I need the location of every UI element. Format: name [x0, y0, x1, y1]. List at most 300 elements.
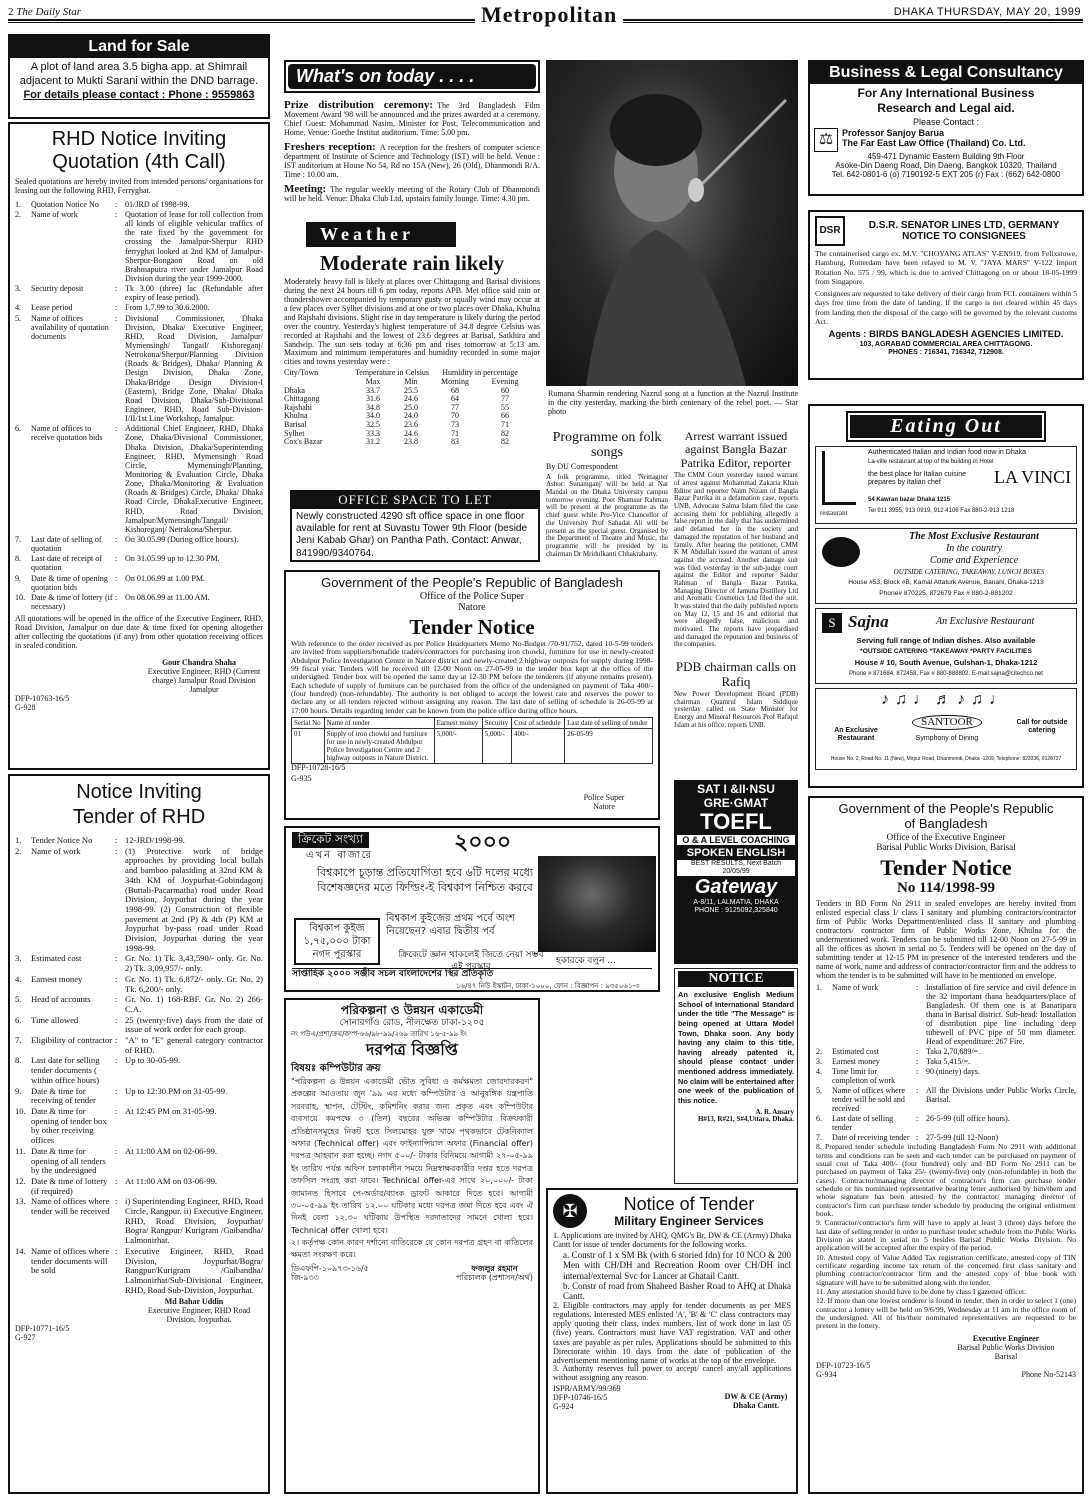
weather-cell-e: 82 — [501, 428, 509, 438]
rhd-tender-ref1: DFP-10771-16/5 — [15, 1324, 70, 1334]
page-header-left — [8, 6, 81, 19]
paper-name: The Daily Star — [16, 6, 82, 18]
la-vinci-tag: Authenticated Italian and Indian food now in Dhaka — [868, 449, 1027, 456]
gateway-l6: BEST RESULTS, Next Batch 20/05/99 — [677, 860, 795, 876]
mes-subtitle: Military Engineer Services — [614, 1213, 764, 1228]
rhdt-row-colon: : — [115, 995, 118, 1005]
police-table-header: Name of tender — [324, 718, 434, 729]
rhdt-row-value: At 11:00 AM on 03-06-99. — [125, 1176, 218, 1186]
rhdt-row — [15, 1247, 263, 1296]
barisal-intro: Tenders in BD Form No 2911 in sealed envelopes are hereby invited from enlisted especial class I/ class I sanitary and plumbing contractors/contractor firm of Public Works Department/enlisted class II sanitary and plumbing contractors/ contractor firm of Public Works Zone, Khulna for the undermentioned work. Tenders can be submitted till 12-00 Noon on 27-5-99 in all the offices as shown in serial no 5. Tenders will be opened on the day of submitting tender at 12-15 PM in presence of the interested tenderers and the name of work, name and address of contractor/contractor firm and the address to whom the tender is to be submitted will have to be mentioned on envelope. — [816, 899, 1076, 980]
rhdt-row-num: 9. — [15, 1086, 22, 1096]
folk-byline: By DU Correspondent — [546, 461, 618, 471]
weather-col-city: City/Town — [284, 368, 319, 378]
rhdt-row-num: 13. — [15, 1197, 26, 1207]
police-tender-sign: Police Super Natore — [583, 793, 625, 812]
bengali-tender-notice — [284, 998, 540, 1494]
weather-cell-city: Barisal — [284, 420, 307, 430]
rhdq-row-num: 9. — [15, 573, 22, 583]
la-vinci-ad — [815, 446, 1077, 524]
barisal-row-value: 26-5-99 (till office hours). — [926, 1114, 1010, 1124]
rhdq-row — [15, 284, 263, 302]
barisal-row-value: Installation of fire service and civil defence in the 32 important thana headquarters/place of Bangladesh. Of them one is at Banaripara thana in Barisal district. Sub-head: Installation of distribution pipe line including deep tubewell of PVC pipe of 50 mm diameter. Head of expenditure: 267 Fire. — [926, 982, 1076, 1046]
weather-row — [284, 438, 540, 447]
rhd-quotation-notice — [8, 122, 270, 770]
rhd-quotation-table — [15, 200, 263, 611]
rhd-quotation-sign-title: Executive Engineer, RHD (Current charge) Jamalpur Road Division Jamalpur — [147, 666, 261, 694]
rhdt-row-key: Estimated cost — [31, 954, 82, 964]
rhdq-row-value: Divisional Commissioner, Dhaka Division, Dhaka/ Executive Engineer, RHD, Road Division, Jamalpur/ Mymensingh/ Tangail/ Kishoreganj/ Netrokona/Sherpur/Planning Division (Roads & Bridges), Dhaka/ Planning & Design Division, Dhaka Zone, Dhaka/Bridge Design Division-I (Eastern), Bridge Zone, Dhaka/ Dhaka Road Division, Dhaka/Sub-Divisional Engineer, RHD, Road Sub-Division-I/II/1st Line Workshop, Jamalpur. — [125, 313, 263, 424]
barisal-sign2: Barisal Public Works Division — [957, 1342, 1055, 1352]
barisal-row-value: Taka 5,415/=. — [926, 1056, 971, 1066]
weather-col-evening: Evening — [491, 376, 519, 386]
shahnaz-2: In the country — [945, 543, 1003, 554]
mes-title: Notice of Tender — [623, 1194, 755, 1214]
police-table-header: Earnest money — [434, 718, 482, 729]
weather-cell-e: 71 — [501, 420, 509, 430]
weather-cell-city: Khulna — [284, 411, 308, 421]
rhdt-row-key: Date & time for opening of all tenders by the undersigned — [31, 1146, 106, 1176]
rhdq-row-value: Tk 3.00 (three) lac (Refundable after expiry of lease period). — [125, 284, 263, 303]
singer-photo-figure — [546, 60, 798, 386]
police-table-header: Serial No — [292, 718, 325, 729]
rhdt-row-colon: : — [115, 846, 118, 856]
cricket-tagline: সাপ্তাহিক ২০০০ সঞ্জীব সচল বাংলাদেশের স্থির প্রতিকৃতি — [292, 968, 652, 979]
rhdq-row-num: 10. — [15, 592, 26, 602]
rhdq-row — [15, 200, 263, 209]
rhdq-row-colon: : — [115, 199, 118, 209]
rhdt-row-colon: : — [115, 974, 118, 984]
police-table-cell: 26-05-99 — [565, 729, 653, 764]
rhdt-row-key: Time allowed — [31, 1015, 79, 1025]
barisal-row — [816, 1057, 1076, 1066]
page-number: 2 — [8, 6, 14, 18]
folk-headline: Programme on folk songs — [552, 430, 662, 461]
weather-cell-m: 83 — [451, 437, 459, 447]
sajna-2: *OUTSIDE CATERING *TAKEAWAY *PARTY FACILITIES — [860, 648, 1032, 655]
weather-cell-city: Dhaka — [284, 385, 305, 395]
rhd-tender-title: Notice Inviting Tender of RHD — [72, 781, 206, 828]
rhdq-row-colon: : — [115, 424, 118, 434]
barisal-row-value: Taka 2,70,689/=. — [926, 1046, 981, 1056]
weather-cell-m: 70 — [451, 411, 459, 421]
weather-body: Moderately heavy fall is likely at places over Chittagong and Barisal divisions during the next 24 hours till 6 pm today, reports APB. Met office said rain or thundershower accompanied by temporary gusty or squally wind may occur at a few places over Sylhet divisions and at one or two places over Dhaka, Khulna and Rajshahi divisions. Slight rise in day temperature is likely during the period over the country. Yesterday's highest temperature of 34.8 degree Celsius was recorded at Rajshahi and the lowest of 23.6 degrees at Barisal, Satkhira and Sandwip. The sun sets today at 6:36 pm and rises tomorrow at 5:13 am. Maximum and minimum temperatures and humidity recorded in some major cities and towns yesterday were : — [284, 276, 540, 367]
scales-of-justice-icon: ⚖ — [814, 128, 838, 152]
pdb-story — [674, 660, 798, 776]
weather-cell-min: 23.8 — [404, 437, 418, 447]
barisal-phone: Phone No-52143 — [1021, 1369, 1076, 1379]
rhdq-row-colon: : — [115, 554, 118, 564]
eating-out-banner-wrap — [846, 411, 1046, 442]
whats-on-item — [284, 99, 540, 138]
barisal-clause: 9. Contractor/contractor's firm will have to apply at least 3 (three) days before the last date of selling tender in order to purchase tender schedule from the Public Works Division as stated in serial no 5 besides Barisal Public Works Division. No application will be accepted after the expiry of the period. — [816, 1218, 1076, 1253]
weather-cell-m: 73 — [451, 420, 459, 430]
weather-cell-e: 55 — [501, 402, 509, 412]
barisal-row-key: Name of offices where tender will be sold and received — [832, 1086, 905, 1114]
rhdt-row-value: Gr. No. 1) Tk. 3,43,590/- only. Gr. No. 2) Tk. 3,09,957/- only. — [125, 954, 263, 974]
message-notice-body: An exclusive English Medium School of International Standard under the title "The Message" is being opened at Uttara Model Town, Dhaka soon. Any body having any claim to this title, having already patented it, should please contact under mentioned address immediately. No claim will be entertained after one week of the publication of this notice. — [678, 990, 794, 1105]
rhdt-row — [15, 1147, 263, 1176]
rhdq-row-num: 2. — [15, 210, 22, 220]
weather-cell-max: 32.5 — [366, 420, 380, 430]
business-title: Business & Legal Consultancy — [810, 62, 1082, 84]
barisal-row — [816, 1086, 1076, 1113]
rhdt-row — [15, 1177, 263, 1196]
army-emblem-icon: ✠ — [553, 1194, 587, 1228]
weather-cell-max: 34.8 — [366, 402, 380, 412]
weather-cell-max: 31.2 — [366, 437, 380, 447]
rhdq-row-key: Name of work — [31, 210, 78, 220]
police-tender-office: Office of the Police Super Natore — [419, 590, 525, 614]
barisal-row-num: 1. — [816, 982, 822, 992]
rhdt-row-key: Head of accounts — [31, 995, 91, 1005]
bn-org: পরিকল্পনা ও উন্নয়ন একাডেমী — [340, 1003, 484, 1017]
la-vinci-logo-icon — [822, 451, 856, 505]
rhdt-row-key: Tender Notice No — [31, 836, 93, 845]
shahnaz-1: The Most Exclusive Restaurant — [909, 531, 1039, 542]
rhdq-row-value: 01/JRD of 1998-99. — [125, 199, 190, 209]
rhdq-row-colon: : — [115, 303, 118, 313]
police-table-cell: 400/- — [511, 729, 564, 764]
mes-p2: 2. Eligible contractors may apply for tender documents as per MES regulations. Interested MES enlisted 'A', 'B' & 'C' class contractors may apply quoting their class, index numbers, list of work done in last 05 (five) years. Contractors must have VAT registration. VAT and other taxes are payable as per rules. Applications should be submitted to this Directorate within 10 days from the date of publication of the advertisement mentioning name of works at the top of the envelope. — [553, 1300, 791, 1365]
rhdq-row — [15, 424, 263, 534]
sajna-name: Sajna — [848, 612, 889, 631]
weather-banner: Weather — [306, 222, 456, 247]
rhdq-row-colon: : — [115, 573, 118, 583]
whats-on-title: What's on today . . . . — [288, 64, 536, 89]
pdb-body: New Power Development Board (PDB) chairman Quamrul Islam Siddique yesterday called on State Minister for Energy and Mineral Resources Prof Rafiqul Islam at his office, reports UNB. — [674, 690, 798, 729]
eating-out-banner: Eating Out — [850, 415, 1042, 438]
rhdq-row-key: Security deposit — [31, 284, 84, 294]
message-notice — [674, 968, 798, 1184]
rhdt-row-colon: : — [115, 1106, 118, 1116]
shahnaz-3: Come and Experience — [929, 555, 1019, 566]
mes-p3: 3. Authority reserves full power to accept/ cancel any/all applications without assigning any reason. — [553, 1364, 791, 1383]
gateway-l5: SPOKEN ENGLISH — [686, 846, 786, 859]
rhdt-row-value: Up to 12:30 PM on 31-05-99. — [125, 1086, 228, 1096]
la-vinci-sub: La-ville restaurant at top of the building in Hotel — [868, 459, 994, 465]
police-table-cell: Supply of iron chowki and furniture for use in newly-created Abdulpur Police Investigation Centre and 2 highway outposts in Natore District. — [324, 729, 434, 764]
sajna-addr: House # 10, South Avenue, Gulshan-1, Dhaka-1212 — [854, 658, 1038, 667]
police-tender-ref2: G-935 — [291, 774, 312, 784]
message-notice-title: NOTICE — [678, 971, 794, 987]
whats-on-item — [284, 183, 540, 204]
weather-cell-e: 82 — [501, 437, 509, 447]
photo-caption: Rumana Sharmin rendering Nazrul song at a function at the Nazrul Institute in the city yesterday, marking the birth centenary of the rebel poet. — Star photo — [548, 390, 798, 416]
la-vinci-best: the best place for Italian cuisine prepares by Italian chef — [868, 471, 967, 487]
singer-photo — [546, 60, 798, 386]
gateway-ad — [674, 780, 798, 964]
barisal-row — [816, 1114, 1076, 1132]
whats-on-item-body: The 3rd Bangladesh Film Movement Award '98 will be announced and the prizes awarded at a ceremony. Chief Guest: Mohammad Nasim, Minister for Post, Telecommunication and Home. Venue: Goethe Institut auditorium. Time: 5.00 pm. — [284, 100, 540, 137]
rhdq-row-key: Last date of selling of quotation — [31, 534, 102, 554]
weather-cell-city: Cox's Bazar — [284, 437, 323, 447]
weather-rows — [284, 387, 540, 447]
barisal-row-num: 6. — [816, 1114, 822, 1124]
rhdt-row-key: Date & time for opening of tender box by other receiving offices — [31, 1106, 107, 1146]
barisal-row-colon: : — [916, 1114, 919, 1124]
dsr-body2: Consignees are requested to take delivery of their cargo from FCL containers within 5 days free time from the date of landing. If the cargo is not cleared within 45 days from landing then the disposal of the cargo will be governed by the relevant customs Act. — [815, 288, 1077, 327]
cricket-line1: বিশ্বকাপে চূড়ান্ত প্রতিযোগিতা হবে ৬টি দলের মধ্যে বিশেষজ্ঞদের মতে ফিল্ডিং-ই বিশ্বকাপ নিশ্চিত করবে — [316, 866, 534, 894]
rhdq-row — [15, 303, 263, 312]
mes-sign: DW & CE (Army) Dhaka Cantt. — [724, 1392, 788, 1410]
dsr-subtitle: NOTICE TO CONSIGNEES — [902, 231, 1026, 242]
barisal-ref1: DFP-10723-16/5 — [816, 1360, 871, 1370]
rhdq-row-value: On 31.05.99 up to 12.30 PM. — [125, 554, 220, 564]
rhdt-row — [15, 847, 263, 954]
shahnaz-addr: House #53, Block #B, Kamal Attaturk Avenue, Banani, Dhaka-1213 — [848, 579, 1044, 586]
rhdq-row-num: 5. — [15, 313, 22, 323]
mes-p1: 1. Applications are invited by AHQ, QMG's Br, DW & CE (Army) Dhaka Cantt for issue of tender documents for the following works. — [553, 1231, 791, 1250]
dsr-phones: PHONES : 716341, 716342, 712908. — [888, 348, 1004, 356]
folk-story — [546, 430, 668, 570]
la-vinci-restaurant: restaurant — [820, 509, 848, 517]
rhdt-row-value: Gr. No. 1) Tk. 6,872/- only. Gr. No. 2) Tk. 6,200/- only. — [125, 974, 263, 994]
gateway-l1: SAT I &II·NSU — [697, 782, 775, 796]
rhdt-row-value: 12-JRD/1998-99. — [125, 836, 185, 845]
barisal-sign: Executive Engineer — [972, 1333, 1040, 1343]
business-addr2: Asoke-Din Daeng Road, Din Daeng, Bangkok 10320, Thailand — [835, 160, 1057, 170]
rhd-quotation-title: RHD Notice Inviting Quotation (4th Call) — [51, 128, 227, 173]
rhdq-row-value: Quotation of lease for toll collection from all kinds of eligible vehicular traffics of the rate fixed by the government for crossing the Jamalpur-Sherpur RHD ferryghat looked at 2nd KM of Jamalpur-Sherpur-Bongaon Road on old Brahmaputra river under Jamalpur Road Division during the year 1999-2000. — [125, 210, 263, 284]
arrest-story — [674, 430, 798, 658]
rhd-quotation-footer: All quotations will be opened in the office of the Executive Engineer, RHD, Road Division, Jamalpur on due date & time fixed for opening altogether after collecting the quotations (if any) from other quotation receiving offices in sealed condition. — [15, 614, 263, 650]
rhdq-row-value: From 1.7.99 to 30.6.2000. — [125, 303, 210, 313]
barisal-tender-notice — [808, 796, 1084, 1494]
rhdt-row-key: Last date for selling tender documents ( within office hours) — [31, 1056, 100, 1085]
rhdt-row-colon: : — [115, 1176, 118, 1186]
shahnaz-logo-icon — [822, 537, 860, 567]
rhdt-row — [15, 1107, 263, 1146]
police-tender-body: With reference to the order received as per Police Headquarters Memo No-Budget /70-91/752, dated 10-5-99 tenders are invited from suppliers/bonafide traders/contractors for purchasing iron chowki, furniture for use in newly-created Abdulpur Police Investigation Centre in Natore district and newly-created 2 highway outposts for supply during 1998-99 fiscal year. Tenders will be received till 12-00 Noon on 27-05-99 in the tender box kept at the office of the undersigned. Tender box will be opened the same day at 12-30 PM before the tenderers (if anyone remains present). Each schedule of supply of furniture can be purchased from the office of the undersigned on payment of Taka 400/- (four hundred) (non-refundable). The authority is not obliged to accept the lowest rate and reserves the power to declare any or all tenders rejected without assigning any reason. The last date of selling of schedule is 26-05-99 at 17:00 hours. Details regarding tender can be known from the police office during office hours. — [291, 639, 653, 715]
mes-b: b. Constr of road from Shaheed Basher Road to AHQ at Dhaka Cantt. — [563, 1280, 791, 1301]
barisal-clause: 12. If more than one lowest tenderer is found in tender, then in order to select 1 (one) contractor a lottery will be held on 9/6/99, Wednesday at 11 am in the office room of the undersigned. All of his/their nominated representatives are requested to be present in the lottery. — [816, 1296, 1076, 1331]
barisal-row-key: Date of receiving tender — [832, 1133, 910, 1143]
la-vinci-addr: 54 Kawran bazar Dhaka 1215 — [868, 497, 951, 503]
rhdq-row-value: Additional Chief Engineer, RHD, Dhaka Zone, Dhaka/Divisional Commissioner, Dhaka Division, Dhaka/Superintending Engineer, RHD, Mymensingh Road Circle, Mymensingh/Planning, Monitoring & Evaluation Circle, Dhaka Zone, Dhaka/Monitoring & Evaluation (Roads & Bridges) Circle, Dhaka/ Dhaka Road Circle, DhakaExecutive Engineer, RHD, Road Division, Jamalpur/Mymensingh/Tangail/ Kishoreganj/ Netrakona/Sherpur. — [125, 424, 263, 534]
dsr-logo-icon: DSR — [815, 216, 845, 246]
rhdt-row-colon: : — [115, 954, 118, 964]
rhdt-row — [15, 836, 263, 846]
barisal-row — [816, 983, 1076, 1046]
rhdt-row-value: (1) Protective work of bridge approaches by providing local bullah and bamboo palasiding at 32nd KM & 34th KM of Joypurhat-Gobindagonj (Buttali-Pacarmatha) road under Road Division, Joypurhat during the year 1998-99. (2) Construction of flexible pavement at 2nd (P) & 4th (P) KM at Joypurhat by-pass road under Road Division, Joypurhat during the year 1998-99. — [125, 846, 263, 953]
whats-on-item-head: Prize distribution ceremony: — [284, 98, 434, 111]
rhdq-row — [15, 314, 263, 424]
barisal-row-key: Name of work — [832, 982, 879, 992]
rhdt-row — [15, 995, 263, 1014]
barisal-ref2: G-934 — [816, 1369, 837, 1379]
business-addr1: 459-471 Dynamic Eastern Building 9th Floor — [867, 151, 1025, 161]
rhdq-row-key: Date & time of opening quotation bids — [31, 573, 108, 592]
cricket-quiz: বিশ্বকাপ কুইজ ১,৭৫,০০০ টাকা নগদ পুরস্কার — [294, 918, 380, 965]
rhdq-row-key: Lease period — [31, 303, 73, 313]
barisal-row-key: Last date of selling tender — [832, 1114, 894, 1133]
message-notice-addr: H#13, R#21, S#4,Uttara, Dhaka. — [697, 1115, 794, 1124]
bn-footer: ২। কর্তৃপক্ষ কোন কারণ দর্শানো ব্যতিরেকে যে কোন দরপত্র গ্রহণ বা বাতিলের ক্ষমতা সংরক্ষণ করে। — [291, 1238, 533, 1260]
rhdq-row-colon: : — [115, 313, 118, 323]
business-name: Professor Sanjoy Barua — [842, 127, 945, 138]
eating-out-ads — [808, 404, 1084, 788]
barisal-row — [816, 1133, 1076, 1142]
bn-memo: নং পউএ/প্রশা/ক্রয়/কম্প-৬৬/৯৮-৯৯/২৬৯ তারিখ ১৬-৫-৯৯ ইং — [291, 1030, 467, 1039]
rhdt-row-key: Name of offices where tender will be received — [31, 1197, 110, 1217]
rhdq-row-key: Date & time of lottery (if necessary) — [31, 592, 113, 611]
weather-cell-min: 23.6 — [404, 420, 418, 430]
gateway-brand: Gateway — [694, 875, 778, 898]
rhdt-row-value: Gr. No. 1) 168-RBF. Gr. No. 2) 266-C.A. — [125, 995, 263, 1014]
santoor-3: Call for outside catering — [1016, 719, 1068, 735]
rhdq-row-num: 8. — [15, 554, 22, 564]
rhdq-row-colon: : — [115, 284, 118, 294]
weather-cell-city: Chittagong — [284, 394, 320, 404]
shahnaz-4: OUTSIDE CATERING, TAKEAWAY, LUNCH BOXES — [893, 568, 1045, 576]
weather-cell-city: Sylhet — [284, 428, 305, 438]
weather-col-max: Max — [365, 376, 381, 386]
office-space-ad — [290, 490, 540, 562]
rhdq-row-colon: : — [115, 210, 118, 220]
rhdt-row-num: 1. — [15, 836, 22, 845]
barisal-row-colon: : — [916, 1086, 919, 1096]
gateway-phone: PHONE : 9125092,325840 — [694, 906, 778, 914]
cricket-q4: হকারকে বলুন ... — [556, 956, 616, 966]
whats-on-item — [284, 141, 540, 180]
rhdt-row — [15, 1087, 263, 1106]
police-table-header: Cost of schedule — [511, 718, 564, 729]
weather-cell-m: 71 — [451, 428, 459, 438]
rhdt-row-colon: : — [115, 1036, 118, 1046]
weather-col-hum: Humidity in percentage — [442, 368, 518, 378]
rhdt-row — [15, 1056, 263, 1085]
section-title: Metropolitan — [475, 2, 623, 27]
weather-cell-max: 31.6 — [366, 394, 380, 404]
barisal-gov: Government of the People's Republic of Bangladesh — [838, 801, 1054, 831]
rhdt-row-value: 25 (twenty-five) days from the date of issue of work order for each group. — [125, 1015, 263, 1035]
weather-cell-min: 25.0 — [404, 402, 418, 412]
rhdq-row-colon: : — [115, 534, 118, 544]
santoor-addr: House No. 2, Road No. 11 (New), Mirpur Road, Dhanmondi, Dhaka -1209, Telephone: 823336, 9128737 — [830, 756, 1062, 762]
barisal-row-colon: : — [916, 1133, 919, 1143]
business-tagline: For Any International Business Research and Legal aid. — [857, 86, 1035, 115]
whats-on-today — [284, 60, 540, 218]
weather-col-min: Min — [404, 376, 418, 386]
rhdt-row-num: 3. — [15, 954, 22, 964]
police-table-cell: 01 — [292, 729, 325, 764]
rhd-tender-sign-name: Md Bahar Uddin — [164, 1297, 224, 1307]
rhdt-row — [15, 954, 263, 973]
cricket-magazine-cover — [538, 856, 656, 952]
rhdt-row-key: Eligibility of contractor — [31, 1036, 113, 1046]
rhd-tender-sign-title: Executive Engineer, RHD Road Division, Joypurhat. — [147, 1306, 251, 1325]
sajna-tag: An Exclusive Restaurant — [936, 616, 1035, 627]
weather-cell-m: 68 — [451, 385, 459, 395]
rhdq-row — [15, 593, 263, 611]
barisal-row-num: 4. — [816, 1066, 822, 1076]
bn-body: "পরিকল্পনা ও উন্নয়ন একাডেমী ভৌত সুবিধা ও কর্মক্ষমতা জোরদারকরণ" প্রকল্পের আওতায় জুন '৯৯ এর মধ্যে কম্পিউটার ও আনুষঙ্গিক যন্ত্রপাতি সরবরাহ, স্থাপন, টেস্টিং, কমিশনিং করার জন্য প্রকৃত এবং কম্পিউটার ব্যবসায়ে কমপক্ষে ৩ (তিন) বছরের অভিজ্ঞ কম্পিউটার বিক্রয়কারী প্রতিষ্ঠানসমূহের নিকট হতে সিলমোহর যুক্ত খামে পৃথকভাবে টেকনিক্যাল অফার (Technical offer) এবং ফাইন্যান্সিয়াল অফার (Financial offer) দরপত্র আহবান করা হচ্ছে। নগদ ৫০০/- টাকার বিনিময়ে আগামী ২৭-০৫-৯৯ ইং তারিখ পর্যন্ত অফিস চলাকালীন সময়ে নিম্নস্বাক্ষরকারীর দপ্তর হতে দরপত্র তফসিল সংগ্রহ করা যাবে। Technical offer-এর সাথে ২০,০০০/- টাকা জামানত হিসাবে পে-অর্ডার/ব্যাংক ড্রাফট আকারে দিতে হবে। আগামী ৩০-০৫-৯৯ ইং তারিখ ১২.০০ ঘটিকার মধ্যে দরপত্র জমা দিতে হবে এবং ঐ দিনই বেলা ১২.৩০ ঘটিকায় উপস্থিত দরদাতাদের সামনে খোলা হবে। Technical offer খোলা হবে। — [291, 1077, 533, 1235]
rhdq-row — [15, 554, 263, 572]
police-tender-gov: Government of the People's Republic of Bangladesh — [321, 575, 623, 590]
barisal-sign3: Barisal — [994, 1351, 1018, 1361]
police-table-cell: 5,000/- — [482, 729, 511, 764]
weather-cell-m: 77 — [451, 402, 459, 412]
barisal-row-key: Time limit for completion of work — [832, 1066, 896, 1085]
business-tel: Tel. 642-0801-6 (o) 7190192-5 EXT 205 (r) Fax : (662) 642-0800 — [831, 169, 1061, 179]
la-vinci-tel: Tel 911 3955, 913 0919, 912 4106 Fax 880-2-913 1218 — [868, 508, 1015, 514]
rhdt-row-key: Name of work — [31, 846, 81, 856]
barisal-row-value: 27-5-99 (till 12-Noon) — [926, 1133, 998, 1143]
mes-ref3: G-924 — [553, 1401, 574, 1411]
cricket-ad — [284, 826, 660, 992]
rhdt-row-num: 11. — [15, 1146, 26, 1156]
rhdt-row-num: 2. — [15, 846, 22, 856]
santoor-name: SANTOOR — [912, 715, 982, 730]
weather-cell-min: 24.6 — [404, 394, 418, 404]
mes-a: a. Constr of 1 x SM Bk (with 6 storied fdn) for 10 NCO & 200 Men with CH/DH and Recreation Room over CH/DH incl internal/external Svc for Lancer at Ghatail Cantt. — [563, 1250, 791, 1281]
weather-cell-e: 60 — [501, 385, 509, 395]
rhdt-row-num: 10. — [15, 1106, 26, 1116]
barisal-row-num: 7. — [816, 1133, 822, 1143]
rhdq-row-num: 3. — [15, 284, 22, 294]
music-notes-icon: ♪♫♩♬♪♫♩ — [881, 691, 1011, 708]
gateway-l3: TOEFL — [700, 808, 772, 834]
land-sale-contact: For details please contact : Phone : 9559863 — [23, 88, 255, 101]
rhdt-row-num: 5. — [15, 995, 22, 1005]
santoor-2: Symphony of Dining — [915, 735, 979, 742]
bn-sign-title: পরিচালক (প্রশাসন/অর্থ) — [456, 1273, 533, 1283]
rhdq-row-num: 4. — [15, 303, 22, 313]
barisal-office: Office of the Executive Engineer — [886, 831, 1006, 842]
rhdt-row-colon: : — [115, 1056, 118, 1066]
rhdq-row-value: On 08.06.99 at 11.00 AM. — [125, 592, 210, 602]
rhdt-row — [15, 975, 263, 994]
barisal-no: No 114/1998-99 — [897, 879, 995, 896]
rhdt-row-value: i) Superintending Engineer, RHD, Road Circle, Rangpur. ii) Executive Engineer, RHD, Road Division, Joypurhat/ Bogra/ Rangpur/ Kurigram /Gaibandha/ Lalmonirhat. — [125, 1197, 263, 1246]
barisal-office2: Barisal Public Works Division, Barisal — [876, 842, 1016, 853]
shahnaz-phone: Phone# 870225, 872679 Fax # 880-2-881202 — [879, 590, 1013, 597]
police-tender-notice — [284, 570, 660, 820]
gateway-addr: A-8/11, LALMATIA, DHAKA — [693, 898, 779, 906]
rhd-quotation-ref1: DFP-10763-16/5 — [15, 693, 70, 703]
weather-col-morning: Morning — [441, 376, 469, 386]
land-sale-ad — [8, 34, 270, 119]
barisal-clause: 11. Any attestation should have to be done by class I gazetted officer. — [816, 1287, 1027, 1297]
sajna-1: Serving full range of Indian dishes. Also available — [856, 636, 1036, 645]
rhdt-row-value: Executive Engineer, RHD, Road Division, Joypurhat/Bogra/ Rangpur/Kurigram /Gaibandha/ Lalmonirhat/Sub-Divisional Engineer, RHD, Road Sub-Division, Joypurhat. — [125, 1246, 263, 1295]
barisal-clause: 10. Attested copy of Value Added Tax registration certificate, attested copy of TIN certificate regarding income tax return of the concerned first class sanitary and plumbing contractor/contractor firm and the attested copy of blue book with signature will have to be submitted along with the tender. — [816, 1252, 1076, 1287]
rhdt-row-key: Name of offices where tender documents will be sold — [31, 1246, 110, 1276]
barisal-row-num: 5. — [816, 1086, 822, 1096]
weather-cell-max: 33.3 — [366, 428, 380, 438]
rhdt-row-value: At 12:45 PM on 31-05-99. — [125, 1106, 217, 1116]
rhdt-row — [15, 1036, 263, 1055]
office-space-title: OFFICE SPACE TO LET — [292, 492, 538, 509]
sajna-ad — [815, 608, 1077, 684]
folk-body: A folk programme, titled 'Nrittagiter Ashor: Sunamganj' will be held at Nat Mandal on the Dhaka University campus tomorrow evening. Poet Shamsur Rahman will be present at the programme as the chief guest while Pro-Vice Chancellor of the University Prof Sahadat Ali will be present as the special guest. Organised by the Department of Theatre and Music, the programme will be presided by its chairman Dr Mridulkanti Chhakrabarty. — [546, 472, 668, 558]
barisal-row-key: Earnest money — [832, 1056, 880, 1066]
rhdq-row-value: On 01.06.99 at 1.00 PM. — [125, 573, 206, 583]
santoor-1: An Exclusive Restaurant — [834, 727, 878, 743]
whats-on-item-head: Meeting: — [284, 183, 327, 196]
rhdq-row — [15, 535, 263, 553]
rhdt-row-num: 8. — [15, 1056, 22, 1066]
business-firm: The Far East Law Office (Thailand) Co. Ltd. — [842, 137, 1026, 148]
rhdt-row-colon: : — [115, 1146, 118, 1156]
office-space-body: Newly constructed 4290 sft office space in one floor available for rent at Suvastu Tower 9th Floor (beside Jeni Kabab Ghar) on Pantha Path. Contact: Anwar, 841990/9340764. — [296, 510, 528, 559]
rhdq-row-key: Name of offices to receive quotation bids — [31, 424, 103, 443]
rhdq-row-key: Name of offices availability of quotation documents — [31, 313, 109, 341]
bn-sign: ফজলুর রহমান — [471, 1264, 518, 1274]
rhdq-row — [15, 574, 263, 592]
rhd-tender-notice — [8, 774, 270, 1494]
